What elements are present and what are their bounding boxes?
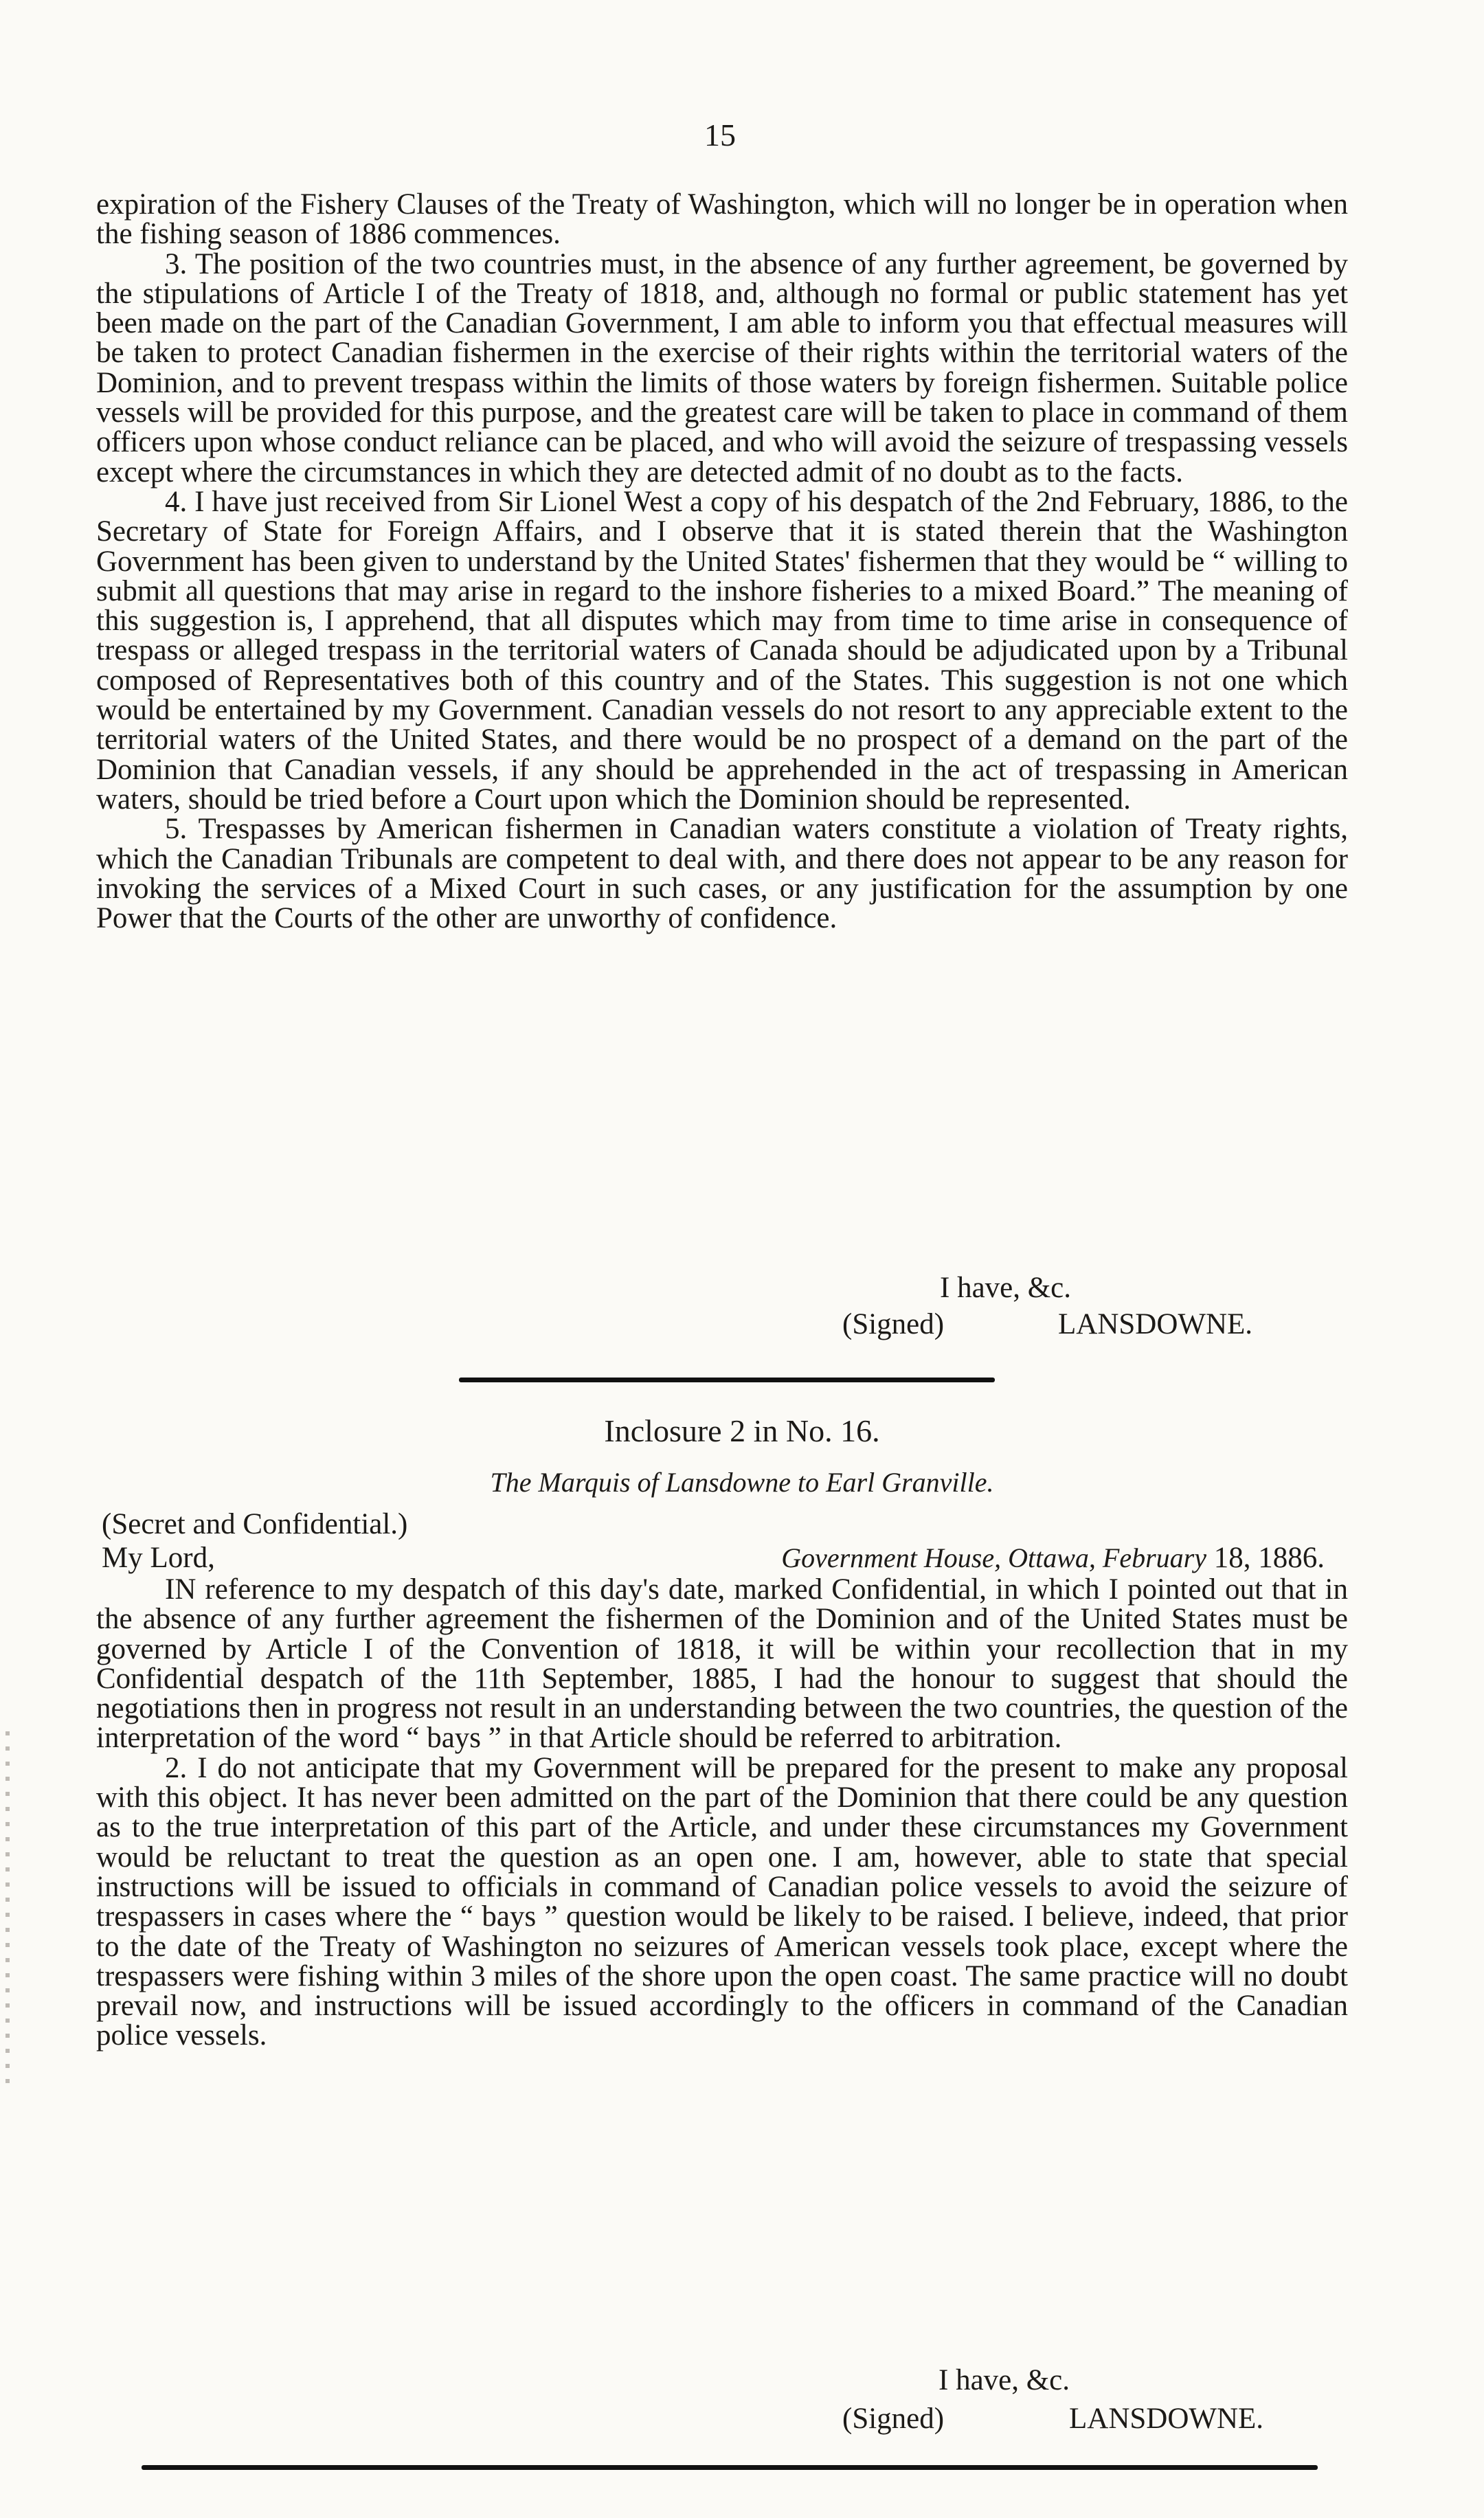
classification-line: (Secret and Confidential.) [102,1508,408,1540]
paragraph-4: 4. I have just received from Sir Lionel West a copy of his despatch of the 2nd February, 1886, to the Secretary of State for Foreign Affairs, and I observe that it is stated therein that the Washington Government has been given to understand by the United States' fishermen that they would be “ willing to submit all questions that may arise in regard to the inshore fisheries to a mixed Board.” The meaning of this suggestion is, I apprehend, that all disputes which may from time to time arise in consequence of trespass or alleged trespass in the territorial waters of Canada should be adjudicated upon by a Tribunal composed of Representatives both of this country and of the States. This suggestion is not one which would be entertained by my Government. Canadian vessels do not resort to any appreciable extent to the territorial waters of the United States, and there would be no prospect of a demand on the part of the Dominion that Canadian vessels, if any should be apprehended in the act of trespassing in American waters, should be tried before a Court upon which the Dominion should be represented. [96,485,1348,816]
despatch-body [96,190,1348,933]
date-day: 18, 1886. [1206,1542,1325,1574]
paragraph-3: 3. The position of the two countries must, in the absence of any further agreement, be governed by the stipulations of Article I of the Treaty of 1818, and, although no formal or public statement has yet been made on the part of the Canadian Government, I am able to inform you that effectual measures will be taken to protect Canadian fishermen in the exercise of their rights within the territorial waters of the Dominion, and to prevent trespass within the limits of those waters by foreign fishermen. Suitable police vessels will be provided for this purpose, and the greatest care will be taken to place in command of them officers upon whose conduct reliance can be placed, and who will avoid the seizure of trespassing vessels except where the circumstances in which they are detected admit of no doubt as to the facts. [96,247,1348,488]
place-and-month: Government House, Ottawa, February [781,1542,1206,1573]
inclosure-signed-label: (Signed) [842,2403,945,2435]
signatory: LANSDOWNE. [1058,1308,1253,1340]
inclosure-body [96,1575,1348,2051]
closing-formula: I have, &c. [940,1272,1072,1304]
paragraph-5: 5. Trespasses by American fishermen in Canadian waters constitute a violation of Treaty rights, which the Canadian Tribunals are competent to deal with, and there does not appear to be any reason for invoking the services of a Mixed Court in such cases, or any justification for the assumption by one Power that the Courts of the other are unworthy of confidence. [96,813,1348,935]
binding-margin-marks [5,1731,10,2089]
inclosure-closing-formula: I have, &c. [938,2364,1070,2396]
letter-subtitle: The Marquis of Lansdowne to Earl Granville. [490,1467,994,1498]
inclosure-title: Inclosure 2 in No. 16. [604,1413,880,1448]
paragraph-continuation: expiration of the Fishery Clauses of the Treaty of Washington, which will no longer be in operation when the fishing season of 1886 commences. [96,188,1348,251]
page-number: 15 [704,117,736,153]
place-and-date [781,1541,1325,1575]
inclosure-paragraph-1: IN reference to my despatch of this day's date, marked Confidential, in which I pointed out that in the absence of any further agreement the fishermen of the Dominion and of the United States must be governed by Article I of the Convention of 1818, it will be within your recollection that in my Confidential despatch of the 11th September, 1885, I had the honour to suggest that should the negotiations then in progress not result in an understanding between the two countries, the question of the interpretation of the word “ bays ” in that Article should be referred to arbitration. [96,1573,1348,1755]
end-rule [142,2465,1318,2470]
inclosure-paragraph-2: 2. I do not anticipate that my Government will be prepared for the present to make any proposal with this object. It has never been admitted on the part of the Dominion that there could be any question as to the true interpretation of this part of the Article, and under these circumstances my Government would be reluctant to treat the question as an open one. I am, however, able to state that special instructions will be issued to officials in command of Canadian police vessels to avoid the seizure of trespassers in cases where the “ bays ” question would be likely to be raised. I believe, indeed, that prior to the date of the Treaty of Washington no seizures of American vessels took place, except where the trespassers were fishing within 3 miles of the shore upon the open coast. The same practice will no doubt prevail now, and instructions will be issued accordingly to the officers in command of the Canadian police vessels. [96,1751,1348,2052]
inclosure-signatory: LANSDOWNE. [1069,2403,1264,2435]
salutation: My Lord, [102,1542,215,1574]
section-divider [459,1378,995,1382]
signed-label: (Signed) [842,1308,945,1340]
